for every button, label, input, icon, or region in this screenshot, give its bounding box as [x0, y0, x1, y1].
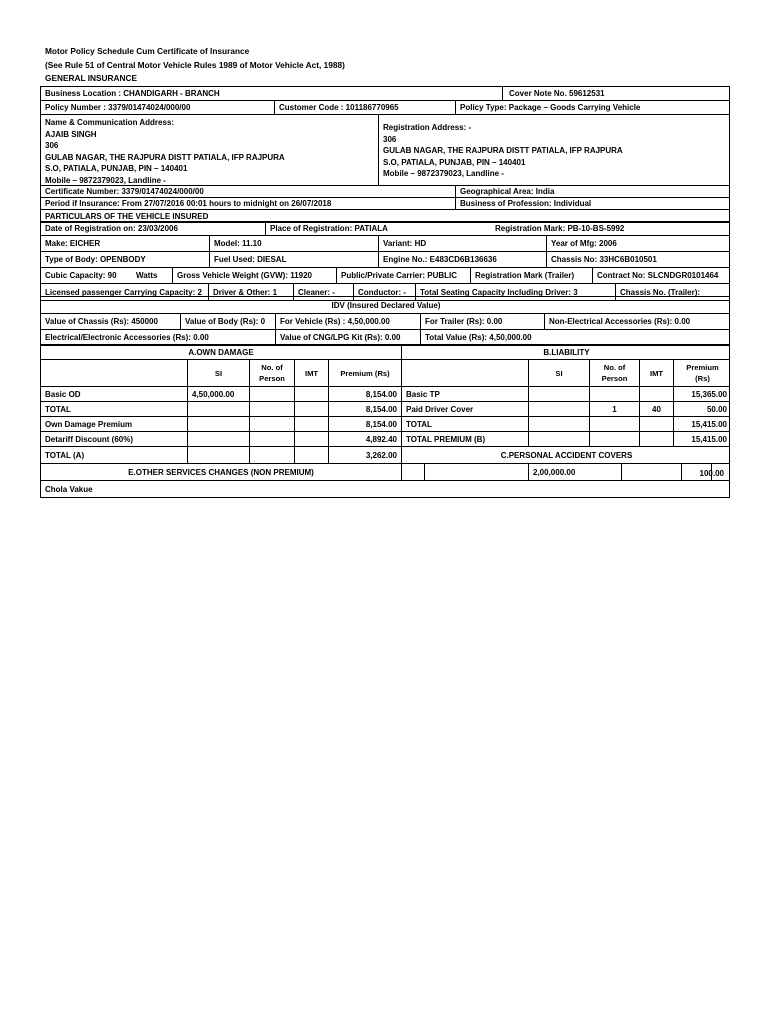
- watts: Watts: [136, 271, 158, 280]
- empty-cell: [294, 447, 328, 463]
- idv-block: [40, 296, 730, 346]
- policy-number: Policy Number : 3379/01474024/000/00: [45, 103, 191, 112]
- od-label: TOTAL: [45, 404, 71, 414]
- empty-cell: [249, 447, 294, 463]
- conductor: Conductor: -: [353, 284, 415, 300]
- registration-date: Date of Registration on: 23/03/2006: [45, 224, 178, 233]
- reg-address-line: GULAB NAGAR, THE RAJPURA DISTT PATIALA, IFP RAJPURA: [383, 146, 623, 156]
- policy-number-row: [41, 101, 729, 115]
- other-services-row: [41, 464, 729, 481]
- od-premium: 8,154.00: [328, 387, 401, 401]
- business-location-row: [41, 87, 729, 101]
- od-persons: [249, 432, 294, 446]
- certificate-row: [41, 186, 729, 198]
- liab-persons: 1: [589, 402, 639, 416]
- od-si: 4,50,000.00: [187, 387, 249, 401]
- non-electrical-accessories: Non-Electrical Accessories (Rs): 0.00: [544, 314, 731, 329]
- period-row: [41, 198, 729, 210]
- od-imt: [294, 387, 328, 401]
- total-seating-capacity: Total Seating Capacity Including Driver: 3: [415, 284, 615, 300]
- own-damage-heading: A.OWN DAMAGE: [188, 347, 254, 357]
- comm-address-line: GULAB NAGAR, THE RAJPURA DISTT PATIALA, IFP RAJPURA: [45, 152, 285, 162]
- trailer-registration-mark: Registration Mark (Trailer): [470, 268, 592, 283]
- fuel-used: Fuel Used: DIESAL: [209, 252, 378, 267]
- premium-row: [41, 417, 729, 432]
- liab-col-persons: No. of Person: [589, 360, 639, 386]
- policy-type: Policy Type: Package – Goods Carrying Vehicle: [455, 101, 731, 114]
- registration-row: [41, 222, 729, 236]
- premium-column-headers: [41, 360, 729, 387]
- reg-address-line: Registration Address: -: [383, 123, 472, 133]
- capacity-row: [41, 268, 729, 284]
- trailer-value: For Trailer (Rs): 0.00: [420, 314, 544, 329]
- body-type: Type of Body: OPENBODY: [45, 255, 146, 264]
- od-imt: [294, 417, 328, 431]
- registration-mark: Registration Mark: PB-10-BS-5992: [495, 224, 625, 233]
- idv-heading-row: [41, 297, 729, 314]
- od-persons: [249, 387, 294, 401]
- comm-address-line: S.O, PATIALA, PUNJAB, PIN – 140401: [45, 164, 188, 173]
- body-row: [41, 252, 729, 268]
- od-col-premium: Premium (Rs): [328, 360, 401, 386]
- chola-row: [41, 481, 729, 497]
- idv-accessories-row: [41, 330, 729, 345]
- empty-cell: [401, 464, 424, 480]
- personal-accident-heading: C.PERSONAL ACCIDENT COVERS: [401, 447, 731, 463]
- liab-label: Basic TP: [401, 387, 528, 401]
- od-col-persons: No. of Person: [249, 360, 294, 386]
- comm-address-line: Name & Communication Address:: [45, 118, 175, 127]
- reg-address-line: Mobile – 9872379023, Landline -: [383, 169, 504, 179]
- od-col-imt: IMT: [294, 360, 328, 386]
- other-services-heading: E.OTHER SERVICES CHANGES (NON PREMIUM): [128, 467, 314, 477]
- address-row: [41, 115, 729, 186]
- od-premium: 4,892.40: [328, 432, 401, 446]
- reg-address-line: S.O, PATIALA, PUNJAB, PIN – 140401: [383, 157, 526, 167]
- premium-section-headings: [41, 345, 729, 360]
- carrier-type: Public/Private Carrier: PUBLIC: [336, 268, 470, 283]
- liab-imt: [639, 417, 673, 431]
- company-type: GENERAL INSURANCE: [45, 73, 138, 83]
- total-value: Total Value (Rs): 4,50,000.00: [420, 330, 731, 345]
- business-profession: Business of Profession: Individual: [455, 198, 731, 209]
- liab-label: TOTAL PREMIUM (B): [401, 432, 528, 446]
- driver-and-other: Driver & Other: 1: [208, 284, 293, 300]
- liab-si: [528, 432, 589, 446]
- year-of-manufacture: Year of Mfg: 2006: [546, 236, 731, 251]
- premium-row: [41, 432, 729, 447]
- policy-details-block: [40, 86, 730, 223]
- liab-imt: [639, 432, 673, 446]
- od-label: Own Damage Premium: [45, 419, 133, 429]
- od-persons: [249, 417, 294, 431]
- communication-address: [41, 115, 378, 185]
- contract-number: Contract No: SLCNDGR0101464: [592, 268, 731, 283]
- document-rule: (See Rule 51 of Central Motor Vehicle Rules 1989 of Motor Vehicle Act, 1988): [45, 60, 345, 70]
- registration-address: [378, 115, 731, 185]
- od-si: [187, 432, 249, 446]
- comm-address-line: AJAIB SINGH: [45, 129, 97, 139]
- premium-row: [41, 402, 729, 417]
- od-si: [187, 417, 249, 431]
- liab-premium: 50.00: [673, 402, 731, 416]
- body-value: Value of Body (Rs): 0: [180, 314, 275, 329]
- od-label: Detariff Discount (60%): [45, 434, 134, 444]
- vehicle-make: Make: EICHER: [45, 239, 101, 248]
- liab-premium: 15,415.00: [673, 417, 731, 431]
- liab-col-imt: IMT: [639, 360, 673, 386]
- header-blank: [41, 360, 187, 386]
- engine-number: Engine No.: E483CD6B136636: [378, 252, 546, 267]
- od-premium: 8,154.00: [328, 402, 401, 416]
- vehicle-variant: Variant: HD: [378, 236, 546, 251]
- passenger-capacity: Licensed passenger Carrying Capacity: 2: [45, 287, 202, 297]
- empty-cell: [187, 447, 249, 463]
- vehicle-details-block: [40, 221, 730, 301]
- total-a-value: 3,262.00: [328, 447, 401, 463]
- liab-imt: [639, 387, 673, 401]
- idv-heading: IDV (Insured Declared Value): [331, 300, 441, 310]
- liab-persons: [589, 432, 639, 446]
- idv-values-row: [41, 314, 729, 330]
- chola-value-label: Chola Vakue: [45, 484, 93, 494]
- od-col-si: SI: [187, 360, 249, 386]
- geographical-area: Geographical Area: India: [455, 186, 731, 197]
- pa-sum-insured: 2,00,000.00: [528, 464, 621, 480]
- liab-persons: [589, 387, 639, 401]
- reg-address-line: 306: [383, 134, 397, 144]
- pa-premium: 100.00: [699, 469, 724, 478]
- liability-heading: B.LIABILITY: [401, 345, 731, 359]
- registration-place: Place of Registration: PATIALA: [265, 222, 489, 235]
- liab-si: [528, 402, 589, 416]
- od-si: [187, 402, 249, 416]
- liab-col-si: SI: [528, 360, 589, 386]
- liab-label: Paid Driver Cover: [401, 402, 528, 416]
- empty-cell: [424, 464, 528, 480]
- particulars-heading: PARTICULARS OF THE VEHICLE INSURED: [45, 211, 209, 221]
- business-location: Business Location : CHANDIGARH - BRANCH: [45, 89, 220, 98]
- certificate-number: Certificate Number: 3379/01474024/000/00: [45, 187, 204, 196]
- chassis-value: Value of Chassis (Rs): 450000: [45, 317, 158, 326]
- liab-premium: 15,415.00: [673, 432, 731, 446]
- cleaner: Cleaner: -: [293, 284, 353, 300]
- document-title: Motor Policy Schedule Cum Certificate of Insurance: [45, 46, 250, 56]
- make-row: [41, 236, 729, 252]
- liab-si: [528, 417, 589, 431]
- comm-address-line: Mobile – 9872379023, Landline -: [45, 175, 166, 185]
- premium-row: [41, 387, 729, 402]
- cover-note: Cover Note No. 59612531: [502, 87, 731, 100]
- vehicle-value: For Vehicle (Rs) : 4,50,000.00: [275, 314, 420, 329]
- liab-si: [528, 387, 589, 401]
- total-a-row: [41, 447, 729, 464]
- electrical-accessories: Electrical/Electronic Accessories (Rs): 0.00: [45, 333, 209, 342]
- insurance-period: Period if Insurance: From 27/07/2016 00:01 hours to midnight on 26/07/2018: [45, 199, 332, 208]
- liab-label: TOTAL: [401, 417, 528, 431]
- od-imt: [294, 432, 328, 446]
- premium-table: [40, 344, 730, 498]
- comm-address-line: 306: [45, 141, 59, 150]
- liab-col-premium: Premium (Rs): [673, 360, 731, 386]
- gross-vehicle-weight: Gross Vehicle Weight (GVW): 11920: [172, 268, 336, 283]
- cubic-capacity: Cubic Capacity: 90: [45, 271, 117, 280]
- vehicle-model: Model: 11.10: [209, 236, 378, 251]
- trailer-chassis-number: Chassis No. (Trailer):: [615, 284, 731, 300]
- total-a-label: TOTAL (A): [45, 450, 85, 460]
- header-blank: [401, 360, 528, 386]
- customer-code: Customer Code : 101186770965: [274, 101, 455, 114]
- cng-kit-value: Value of CNG/LPG Kit (Rs): 0.00: [275, 330, 420, 345]
- od-premium: 8,154.00: [328, 417, 401, 431]
- od-label: Basic OD: [45, 389, 81, 399]
- od-persons: [249, 402, 294, 416]
- liab-persons: [589, 417, 639, 431]
- chassis-number: Chassis No: 33HC6B010501: [546, 252, 731, 267]
- od-imt: [294, 402, 328, 416]
- liab-premium: 15,365.00: [673, 387, 731, 401]
- liab-imt: 40: [639, 402, 673, 416]
